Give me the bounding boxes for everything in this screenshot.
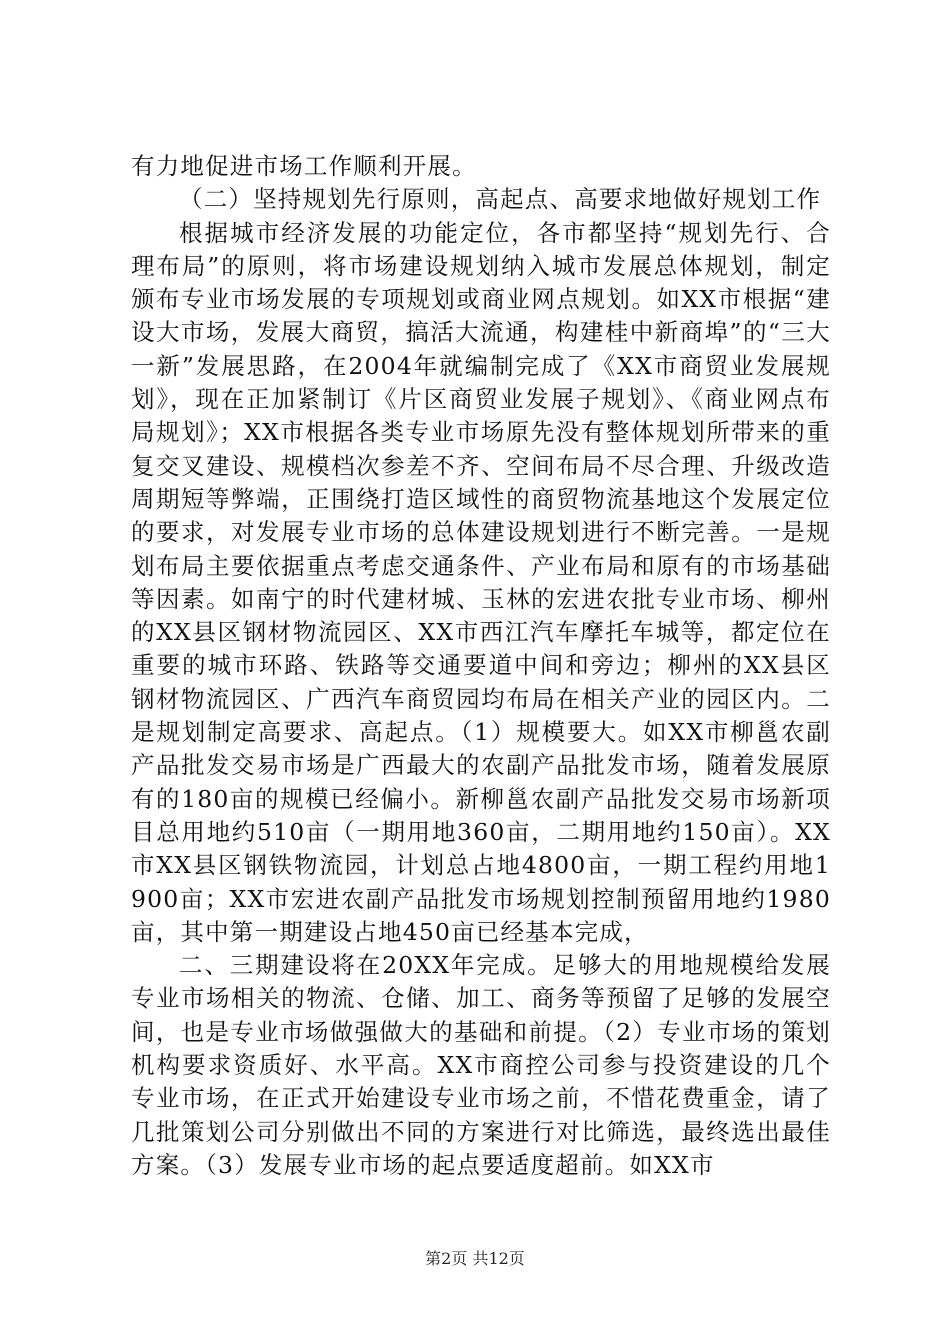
- section-heading: （二）坚持规划先行原则，高起点、高要求地做好规划工作: [179, 185, 822, 214]
- paragraph-phase-two: 二、三期建设将在20XX年完成。足够大的用地规模给发展专业市场相关的物流、仓储、加工、商务等预留了足够的发展空间，也是专业市场做强做大的基础和前提。（2）专业市场的策划机构要求资质好、水平高。XX市商控公司参与投资建设的几个专业市场，在正式开始建设专业市场之前，不惜花费重金，请了几批策划公司分别做出不同的方案进行对比筛选，最终选出最佳方案。（3）发展专业市场的起点要适度超前。如XX市: [131, 951, 831, 1179]
- paragraph-planning: 根据城市经济发展的功能定位，各市都坚持“规划先行、合理布局”的原则，将市场建设规划纳入城市发展总体规划，制定颁布专业市场发展的专项规划或商业网点规划。如XX市根据“建设大市场，发展大商贸，搞活大流通，构建桂中新商埠”的“三大一新”发展思路，在2004年就编制完成了《XX市商贸业发展规划》，现在正加紧制订《片区商贸业发展子规划》、《商业网点布局规划》；XX市根据各类专业市场原先没有整体规划所带来的重复交叉建设、规模档次参差不齐、空间布局不尽合理、升级改造周期短等弊端，正围绕打造区域性的商贸物流基地这个发展定位的要求，对发展专业市场的总体建设规划进行不断完善。一是规划布局主要依据重点考虑交通条件、产业布局和原有的市场基础等因素。如南宁的时代建材城、玉林的宏进农批专业市场、柳州的XX县区钢材物流园区、XX市西江汽车摩托车城等，都定位在重要的城市环路、铁路等交通要道中间和旁边；柳州的XX县区钢材物流园区、广西汽车商贸园均布局在相关产业的园区内。二是规划制定高要求、高起点。（1）规模要大。如XX市柳邕农副产品批发交易市场是广西最大的农副产品批发市场，随着发展原有的180亩的规模已经偏小。新柳邕农副产品批发交易市场新项目总用地约510亩（一期用地360亩，二期用地约150亩）。XX市XX县区钢铁物流园，计划总占地4800亩，一期工程约用地1900亩；XX市宏进农副产品批发市场规划控制预留用地约1980亩，其中第一期建设占地450亩已经基本完成，: [131, 218, 831, 946]
- page-number-footer: 第2页 共12页: [425, 1249, 525, 1268]
- document-body: [131, 150, 831, 1182]
- paragraph-continuation: 有力地促进市场工作顺利开展。: [131, 152, 477, 180]
